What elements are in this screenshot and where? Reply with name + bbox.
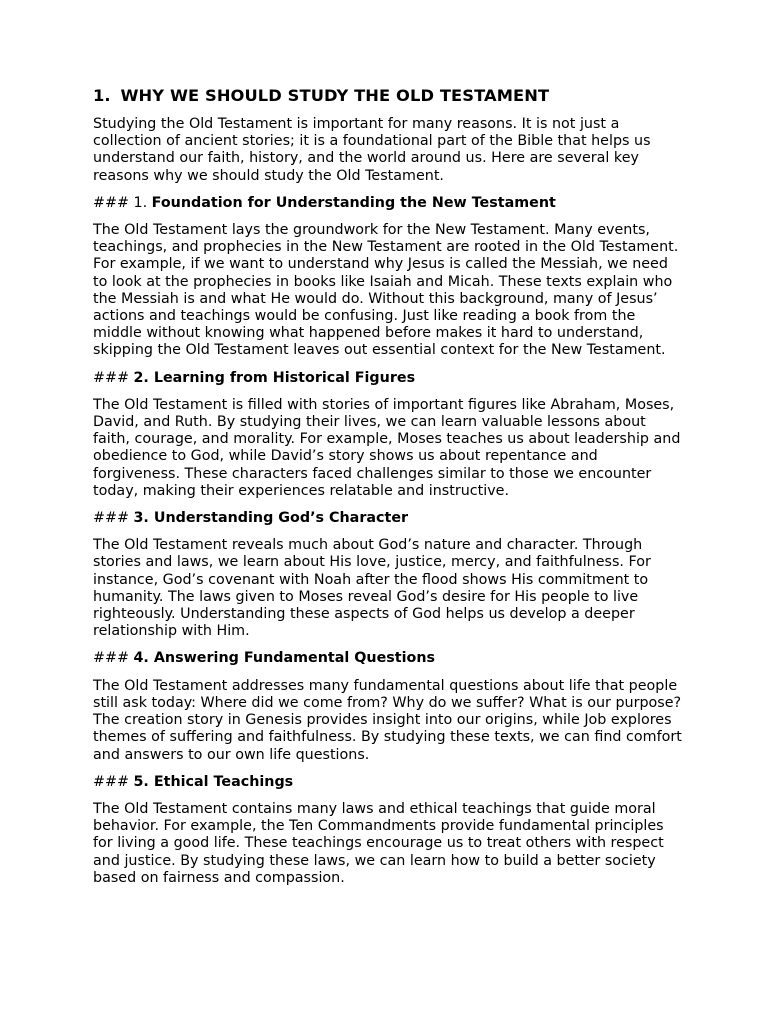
title-text: WHY WE SHOULD STUDY THE OLD TESTAMENT (120, 86, 550, 105)
section-heading-1 (93, 195, 683, 212)
section-prefix: ### (93, 773, 134, 790)
section-heading-text: 2. Learning from Historical Figures (133, 369, 416, 386)
document-page (93, 86, 683, 897)
section-heading-text: Foundation for Understanding the New Testament (151, 194, 556, 211)
title-number: 1. (93, 86, 111, 105)
section-prefix: ### (93, 369, 134, 386)
section-heading-3 (93, 510, 683, 527)
section-body-1: The Old Testament lays the groundwork for the New Testament. Many events, teachings, and prophecies in the New Testament are rooted in the Old Testament. For example, if we want to understand why Jesus is called the Messiah, we need to look at the prophecies in books like Isaiah and Micah. These texts explain who the Messiah is and what He would do. Without this background, many of Jesus’ actions and teachings would be confusing. Just like reading a book from the middle without knowing what happened before makes it hard to understand, skipping the Old Testament leaves out essential context for the New Testament. (93, 222, 679, 359)
section-heading-4 (93, 650, 683, 667)
section-heading-text: 3. Understanding God’s Character (133, 510, 409, 527)
section-heading-5 (93, 774, 683, 791)
section-body-3: The Old Testament reveals much about God’s nature and character. Through stories and laws, we learn about His love, justice, mercy, and faithfulness. For instance, God’s covenant with Noah after the flood shows His commitment to humanity. The laws given to Moses reveal God’s desire for His people to live righteously. Understanding these aspects of God helps us develop a deeper relationship with Him. (93, 537, 651, 640)
section-heading-2 (93, 370, 683, 387)
section-body-2: The Old Testament is filled with stories of important figures like Abraham, Moses, David, and Ruth. By studying their lives, we can learn valuable lessons about faith, courage, and morality. For example, Moses teaches us about leadership and obedience to God, while David’s story shows us about repentance and forgiveness. These characters faced challenges similar to those we encounter today, making their experiences relatable and instructive. (93, 396, 681, 499)
section-heading-text: 4. Answering Fundamental Questions (133, 650, 436, 667)
document-title (93, 86, 683, 106)
section-prefix: ### (93, 650, 134, 667)
section-prefix: ### 1. (93, 194, 152, 211)
section-prefix: ### (93, 510, 134, 527)
section-body-4: The Old Testament addresses many fundamental questions about life that people still ask today: Where did we come from? Why do we suffer? What is our purpose? The creation story in Genesis provides insight into our origins, while Job explores themes of suffering and faithfulness. By studying these texts, we can find comfort and answers to our own life questions. (93, 677, 682, 763)
section-body-5: The Old Testament contains many laws and ethical teachings that guide moral behavior. For example, the Ten Commandments provide fundamental principles for living a good life. These teachings encourage us to treat others with respect and justice. By studying these laws, we can learn how to build a better society based on fairness and compassion. (93, 800, 664, 886)
intro-paragraph: Studying the Old Testament is important for many reasons. It is not just a collection of ancient stories; it is a foundational part of the Bible that helps us understand our faith, history, and the world around us. Here are several key reasons why we should study the Old Testament. (93, 116, 651, 184)
section-heading-text: 5. Ethical Teachings (133, 773, 294, 790)
